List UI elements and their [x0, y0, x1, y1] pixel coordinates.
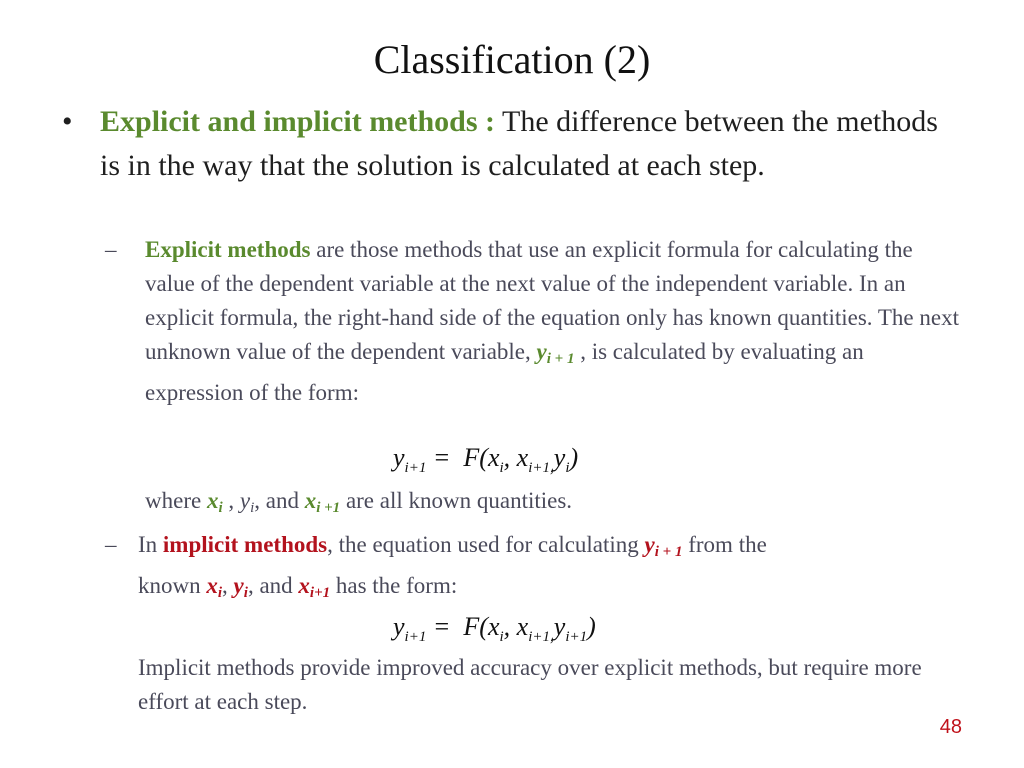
implicit-y: yi	[233, 573, 248, 601]
explicit-var: yi + 1	[536, 339, 575, 367]
implicit-note: Implicit methods provide improved accuracy over explicit methods, but require more effort at each step.	[138, 655, 922, 714]
where-y: yi	[239, 488, 255, 516]
main-bullet	[62, 100, 962, 188]
slide-title: Classification (2)	[373, 37, 651, 82]
where-x: xi	[206, 488, 223, 516]
dash-icon: –	[105, 532, 117, 557]
bullet-dot-icon: •	[62, 105, 73, 138]
explicit-methods-item	[105, 233, 965, 410]
explicit-body: are those methods that use an explicit formula for calculating the value of the dependent variable at the next value of the independent variable. In an explicit formula, the right-hand side of the equation only has known quantities. The next unknown value of the dependent variable,	[145, 237, 959, 364]
explicit-heading: Explicit methods	[145, 237, 311, 262]
dash-icon: –	[105, 237, 117, 262]
where-x2: xi +1	[304, 488, 341, 516]
explicit-text	[145, 233, 965, 410]
implicit-methods-item	[105, 528, 965, 610]
main-bullet-body: The difference between the methods is in the way that the solution is calculated at each step.	[100, 105, 938, 182]
explicit-where: where xi , yi, and xi +1 are all known quantities.	[145, 488, 573, 516]
explicit-body-end: , is calculated by evaluating an expression of the form:	[145, 339, 864, 405]
page-number: 48	[939, 716, 962, 738]
implicit-equation: $y_{i+1} = F(x_i$, $x_{i+1,}y_{i+1}$)	[393, 612, 596, 646]
implicit-heading: implicit methods	[162, 532, 328, 557]
implicit-var: yi + 1	[644, 532, 683, 560]
implicit-x2: xi+1	[298, 573, 331, 601]
main-bullet-heading: Explicit and implicit methods :	[100, 105, 496, 138]
implicit-text: In implicit methods, the equation used for calculating yi + 1 from the known xi, yi, and xi+1 has the form:	[138, 532, 767, 601]
explicit-equation: $y_{i+1} = F(x_i$, $x_{i+1,}y_i$)	[393, 443, 579, 477]
main-bullet-text	[100, 100, 962, 188]
implicit-x: xi	[206, 573, 223, 601]
